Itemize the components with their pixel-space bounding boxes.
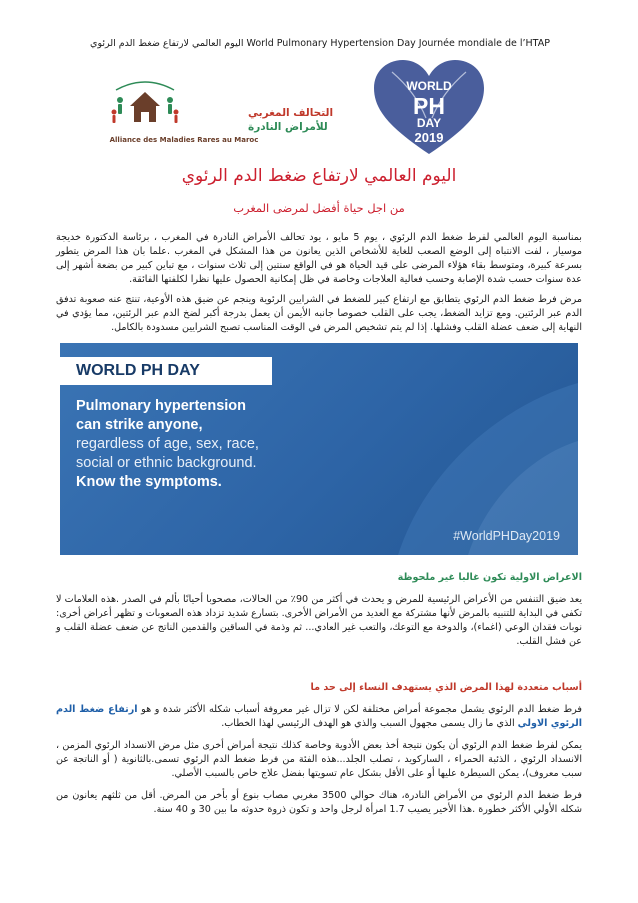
page-header: اليوم العالمي لارتفاع ضغط الدم الرئوي World Pulmonary Hypertension Day Journée mondiale de l’HTAP: [90, 38, 550, 49]
banner-line-1: Pulmonary hypertension: [76, 398, 247, 414]
world-ph-day-logo: [370, 58, 488, 156]
intro-paragraph-2: مرض فرط ضغط الدم الرئوي يتطابق مع ارتفاع كبير للضغط في الشرايين الرئوية وينجم عن ضيق هذه الأوعية، تنتج عنه صعوبة تدفق الدم عبر الرئتين. ومع تزايد الضغط، يجب على القلب خصوصا جانبه الأيمن أن يعمل بدرجة أكبر لضخ الدم عبر الرئتين، مما يؤدي في النهاية إلى ضعف عضلة القلب وفشلها. إذا لم يتم تشخيص المرض في الوقت المناسب تصبح الشرايين مسدودة بالكامل.: [56, 294, 582, 333]
causes-paragraph-1: [56, 703, 582, 731]
world-ph-day-banner: [60, 343, 578, 555]
alliance-logo-caption: Alliance des Maladies Rares au Maroc: [109, 136, 259, 144]
logo-word-ph: PH: [413, 93, 445, 119]
banner-line-2: can strike anyone,: [76, 417, 203, 433]
banner-line-3: regardless of age, sex, race,: [76, 436, 259, 452]
causes-p1-emphasis: ارتفاع ضغط الدم الرئوي الاولي: [56, 704, 582, 729]
intro-paragraph-1: بمناسبة اليوم العالمي لفرط ضغط الدم الرئوي ، يوم 5 مايو ، يود تحالف الأمراض النادرة في المغرب ، برئاسة الدكتورة خديجة موسيار ، لفت الانتباه إلى الوضع الصعب للغاية للأشخاص الذين يعانون من هذا المشكل في المغرب .علما بان هذا المرض يتطور بسرعة كبيرة، ومتوسط بقاء هؤلاء المرضى على قيد الحياة هو في الواقع سنتين إلى ثلاث سنوات ، مع تباين كبير من بضعة أشهر إلى عدة سنوات حسب شدة الإصابة وحسب فعالية العلاجات وخاصة في ظل إمكانية الحصول عليها نظرا لكلفتها الفائقة.: [56, 232, 582, 285]
causes-paragraph-3: فرط ضغط الدم الرئوي من الأمراض النادرة، هناك حوالي 3500 مغربي مصاب بنوع أو بأخر من المرض. أقل من ثلثهم يعانون من شكله الأولي الأكثر خطورة .هذا الأخير يصيب 1.7 امرأة لرجل واحد و تكون ذروة حدوثه ما بين 30 و 40 سنة.: [56, 790, 582, 815]
causes-p1-part-1: فرط ضغط الدم الرئوي يشمل مجموعة أمراض مختلفة لكن لا تزال غير معروفة أسباب شكله الأكثر شدة و هو: [137, 704, 582, 715]
banner-line-4: social or ethnic background.: [76, 455, 257, 471]
banner-tag: WORLD PH DAY: [60, 357, 272, 385]
causes-heading: أسباب متعددة لهذا المرض الذي يستهدف النساء إلى حد ما: [310, 682, 582, 693]
symptoms-paragraph: يعد ضيق التنفس من الأعراض الرئيسية للمرض و يحدث في أكثر من 90٪ من الحالات، مصحوبا أحيانًا بألم في الصدر .هذه العلامات لا تكفي في البداية للتنبيه بالمرض لأنها مشتركة مع العديد من الأمراض الأخرى. بتسارع شديد تزداد هذه الصعوبات و تظهر أعراض أخرى: نوبات فقدان الوعي (اغماء)، والدوخة مع التوعك، والتعب غير العادي... ثم وذمة في الساقين والقدمين الناتج عن ضعف عضلة القلب و عن فشل القلب.: [56, 594, 582, 647]
logo-word-day: DAY: [416, 116, 442, 130]
banner-decoration: [358, 343, 578, 555]
intro-section: [56, 231, 582, 335]
causes-p1-part-2: الذي ما زال يسمى مجهول السبب والذي هو الهدف الرئيسي لهذا الخطاب.: [221, 718, 518, 729]
symptoms-heading: الاعراض الاولية تكون غالبا غير ملحوظة: [397, 572, 582, 583]
logo-year: 2019: [414, 130, 444, 145]
page-title: اليوم العالمي لارتفاع ضغط الدم الرئوي: [181, 166, 457, 186]
banner-hashtag: #WorldPHDay2019: [453, 529, 560, 543]
banner-line-5: Know the symptoms.: [76, 474, 222, 490]
causes-section: [56, 681, 582, 817]
banner-message: [76, 397, 376, 492]
causes-paragraph-2: يمكن لفرط ضغط الدم الرئوي أن يكون نتيجة أخذ بعض الأدوية وخاصة كذلك نتيجة أمراض أخرى مثل مرض الانسداد الرئوي المزمن ، الانسداد الرئوي ، الذئبة الحمراء ، الساركويد ، تصلب الجلد...هذه الفئة من فرط ضغط الدم الرئوي تسمى.بالثانوية ( أو الناتجة عن سبب معروف)، يمكن السيطرة عليها أو على الأقل بشكل عام تسويتها بفضل علاج خاص بالسبب الأصلي.: [56, 740, 582, 779]
logo-word-world: WORLD: [406, 79, 452, 93]
svg-text:التحالف المغربي: التحالف المغربي: [248, 107, 334, 119]
page-subtitle: من اجل حياة أفضل لمرضى المغرب: [233, 201, 405, 215]
symptoms-section: [56, 571, 582, 649]
svg-text:للأمراض النادرة: للأمراض النادرة: [248, 121, 328, 133]
